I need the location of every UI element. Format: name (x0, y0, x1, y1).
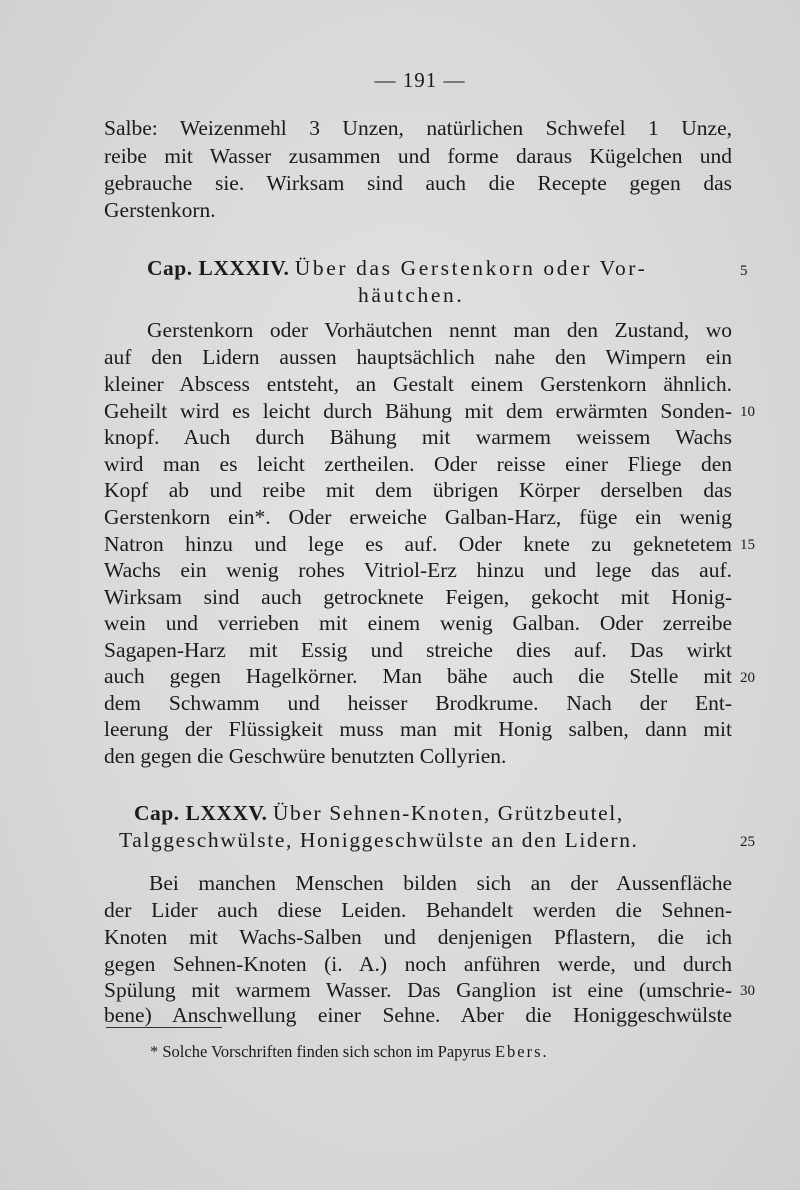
line-number: 20 (740, 670, 755, 686)
text-line: Kopf ab und reibe mit dem übrigen Körper derselben das (104, 478, 732, 502)
text-line: knopf. Auch durch Bähung mit warmem weissem Wachs (104, 425, 732, 449)
text-line: den gegen die Geschwüre benutzten Collyrien. (104, 744, 507, 768)
line-number: 15 (740, 537, 755, 553)
footnote-rule (106, 1027, 222, 1028)
text-line: Spülung mit warmem Wasser. Das Ganglion ist eine (umschrie- (104, 978, 732, 1002)
text-line: leerung der Flüssigkeit muss man mit Honig salben, dann mit (104, 717, 732, 741)
footnote (150, 1042, 549, 1062)
text-line: der Lider auch diese Leiden. Behandelt werden die Sehnen- (104, 898, 732, 922)
text-line: kleiner Abscess entsteht, an Gestalt einem Gerstenkorn ähnlich. (104, 372, 732, 396)
chapter-heading-84 (147, 254, 775, 282)
page-number: — 191 — (374, 68, 466, 92)
text-line: auch gegen Hagelkörner. Man bähe auch die Stelle mit (104, 664, 732, 688)
text-line: Wachs ein wenig rohes Vitriol-Erz hinzu und lege das auf. (104, 558, 732, 582)
chapter-title: Über Sehnen-Knoten, Grützbeutel, (272, 801, 624, 825)
line-number: 5 (740, 263, 748, 279)
chapter-title-cont (358, 281, 800, 309)
text-line: bene) Anschwellung einer Sehne. Aber die Honiggeschwülste (104, 1003, 732, 1027)
text-line: Gerstenkorn ein*. Oder erweiche Galban-Harz, füge ein wenig (104, 505, 732, 529)
text-line: reibe mit Wasser zusammen und forme daraus Kügelchen und (104, 144, 732, 168)
text-line: Geheilt wird es leicht durch Bähung mit dem erwärmten Sonden- (104, 399, 732, 423)
text-line: Gerstenkorn oder Vorhäutchen nennt man den Zustand, wo (147, 318, 732, 342)
line-number: 25 (740, 834, 755, 850)
chapter-title-line2: häutchen. (358, 283, 465, 307)
chapter-number: Cap. LXXXV. (134, 801, 268, 825)
footnote-name: Ebers. (494, 1042, 549, 1061)
chapter-number: Cap. LXXXIV. (147, 256, 290, 280)
chapter-title-cont (119, 826, 747, 854)
line-number: 30 (740, 983, 755, 999)
text-line: gegen Sehnen-Knoten (i. A.) noch anführen werde, und durch (104, 952, 732, 976)
text-line: Natron hinzu und lege es auf. Oder knete zu geknetetem (104, 532, 732, 556)
text-line: Knoten mit Wachs-Salben und denjenigen Pflastern, die ich (104, 925, 732, 949)
chapter-title-line2: Talggeschwülste, Honiggeschwülste an den Lidern. (119, 828, 639, 852)
text-line: gebrauche sie. Wirksam sind auch die Recepte gegen das (104, 171, 732, 195)
text-line: Wirksam sind auch getrocknete Feigen, gekocht mit Honig- (104, 585, 732, 609)
text-line: Salbe: Weizenmehl 3 Unzen, natürlichen Schwefel 1 Unze, (104, 116, 732, 140)
footnote-text: * Solche Vorschriften finden sich schon im Papyrus (150, 1042, 491, 1061)
text-line: Gerstenkorn. (104, 198, 216, 222)
text-line: auf den Lidern aussen hauptsächlich nahe den Wimpern ein (104, 345, 732, 369)
line-number: 10 (740, 404, 755, 420)
text-line: wird man es leicht zertheilen. Oder reisse einer Fliege den (104, 452, 732, 476)
text-line: Sagapen-Harz mit Essig und streiche dies auf. Das wirkt (104, 638, 732, 662)
chapter-title: Über das Gerstenkorn oder Vor- (294, 256, 648, 280)
text-line: wein und verrieben mit einem wenig Galban. Oder zerreibe (104, 611, 732, 635)
text-line: dem Schwamm und heisser Brodkrume. Nach der Ent- (104, 691, 732, 715)
text-line: Bei manchen Menschen bilden sich an der Aussenfläche (149, 871, 732, 895)
chapter-heading-85 (134, 799, 762, 827)
